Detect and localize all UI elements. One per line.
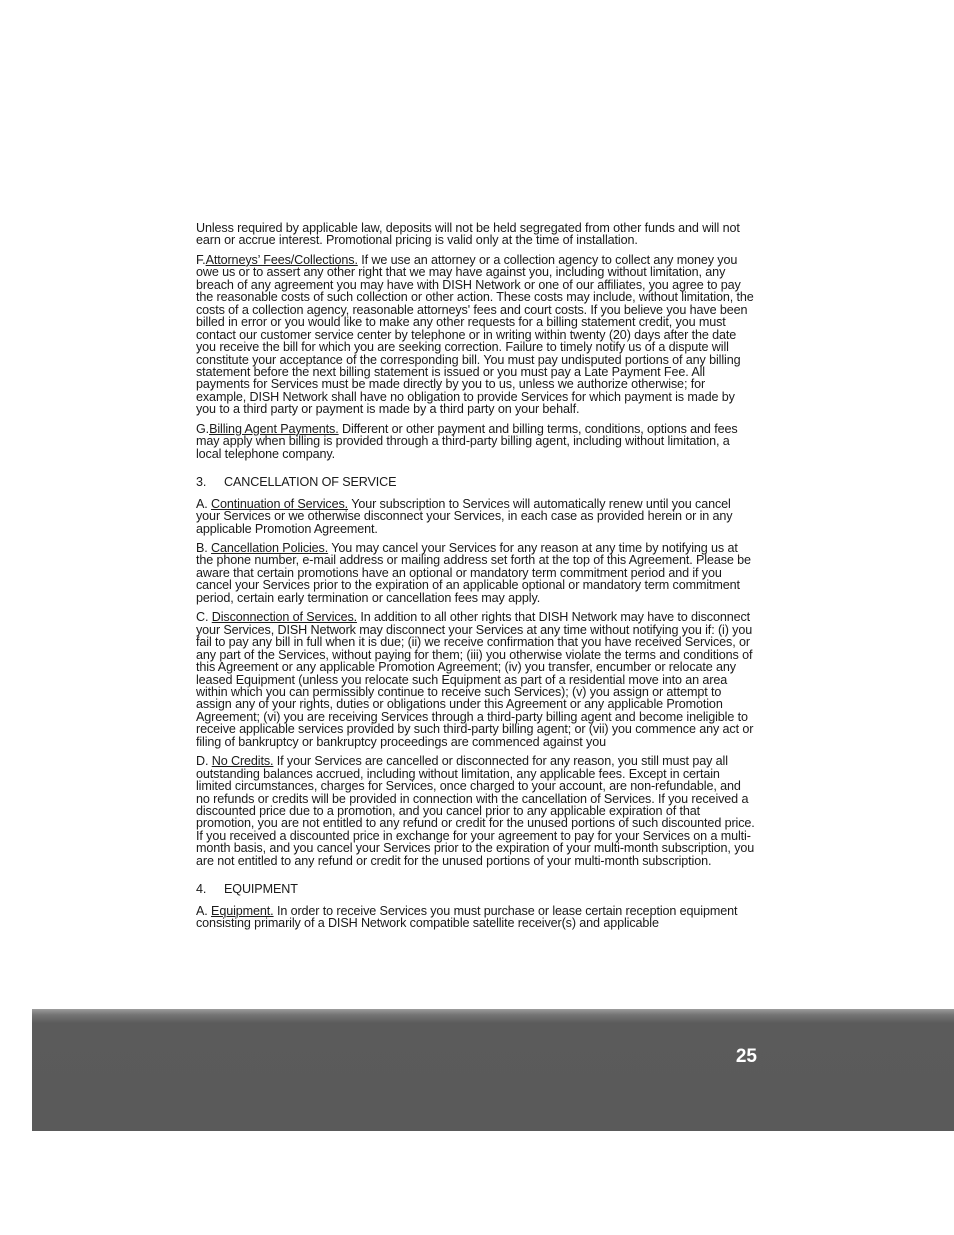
section-number: 4. — [196, 882, 207, 897]
continuation-paragraph — [196, 498, 756, 535]
billing-agent-paragraph — [196, 423, 756, 460]
footer-band — [32, 1009, 954, 1131]
section-heading-cancellation — [196, 476, 756, 488]
section-title: EQUIPMENT — [224, 882, 298, 897]
clause-body: You may cancel your Services for any reason at any time by notifying us at the phone number, e-mail address or mailing address set forth at the top of this Agreement. Please be aware that certain promotions have an optional or mandatory term commitment period and if you cancel your Services prior to the expiration of an applicable optional or mandatory term commitment period, certain early termination or cancellation fees may apply. — [196, 540, 751, 605]
clause-title: Disconnection of Services. — [211, 610, 358, 625]
clause-body: In order to receive Services you must purchase or lease certain reception equipment consisting primarily of a DISH Network compatible satellite receiver(s) and applicable — [196, 903, 738, 931]
clause-body: If your Services are cancelled or disconnected for any reason, you still must pay all outstanding balances accrued, including without limitation, any applicable fees. Except in certain limited circumstances, charges for Services, once charged to your account, are non-refundable, and no refunds or credits will be provided in connection with the cancellation of Services. If you received a discounted price due to a promotion, and you cancel prior to any applicable expiration of that promotion, you are not entitled to any refund or credit for the unused portions of such discounted price. If you received a discounted price in exchange for your agreement to pay for your Services on a multi-month basis, and you cancel your Services prior to the expiration of your multi-month subscription, you are not entitled to any refund or credit for the unused portions of your multi-month subscription. — [196, 754, 755, 868]
clause-title: Attorneys’ Fees/Collections. — [205, 252, 358, 267]
clause-title: Billing Agent Payments. — [209, 421, 339, 436]
clause-letter: C. — [196, 610, 212, 625]
clause-letter: G. — [196, 421, 210, 436]
clause-letter: B. — [196, 540, 212, 555]
clause-letter: F. — [196, 252, 206, 267]
equipment-paragraph — [196, 905, 756, 930]
clause-body: Your subscription to Services will automatically renew until you cancel your Services or we otherwise disconnect your Services, in each case as provided herein or in any applicable Promotion Agreement. — [196, 496, 733, 536]
clause-body: In addition to all other rights that DISH Network may have to disconnect your Services, DISH Network may disconnect your Services at any time without notifying you if: (i) you fail to pay any bill in full when it is due; (ii) we receive confirmation that you have received Services, or any part of the Services, without paying for them; (iii) you otherwise violate the terms and conditions of this Agreement or any applicable Promotion Agreement; (iv) you transfer, encumber or relocate any leased Equipment (unless you relocate such Equipment as part of a residential move into an area within which you can permissibly continue to receive such Services); (v) you assign or attempt to assign any of your rights, duties or obligations under this Agreement or any applicable Promotion Agreement; (vi) you are receiving Services through a third-party billing agent and become ineligible to receive applicable services provided by such third-party billing agent; or (vii) you commence any act or filing of bankruptcy or bankruptcy proceedings are commenced against you — [196, 610, 754, 749]
page-number: 25 — [735, 1046, 757, 1067]
intro-paragraph: Unless required by applicable law, deposits will not be held segregated from other funds and will not earn or accrue interest. Promotional pricing is valid only at the time of installation. — [196, 221, 740, 248]
section-heading-equipment — [196, 883, 756, 895]
section-number: 3. — [196, 475, 207, 490]
section-title: CANCELLATION OF SERVICE — [224, 475, 397, 490]
no-credits-paragraph — [196, 755, 756, 867]
cancellation-policies-paragraph — [196, 542, 756, 604]
clause-title: Continuation of Services. — [211, 496, 349, 511]
clause-letter: D. — [196, 754, 212, 769]
clause-title: Cancellation Policies. — [211, 540, 329, 555]
clause-letter: A. — [196, 903, 212, 918]
disconnection-paragraph — [196, 611, 756, 748]
clause-body: Different or other payment and billing terms, conditions, options and fees may apply when billing is provided through a third-party billing agent, including without limitation, a local telephone company. — [196, 421, 738, 461]
document-body — [196, 222, 756, 937]
clause-letter: A. — [196, 496, 212, 511]
attorneys-fees-paragraph — [196, 254, 756, 416]
clause-title: Equipment. — [211, 903, 274, 918]
clause-body: If we use an attorney or a collection agency to collect any money you owe us or to assert any other right that we may have against you, including without limitation, any breach of any agreement you may have with DISH Network or one of our affiliates, you agree to pay the reasonable costs of such collection or other action. These costs may include, without limitation, the costs of a collection agency, reasonable attorneys' fees and court costs. If you believe you have been billed in error or you would like to make any other requests for a billing statement credit, you must contact our customer service center by telephone or in writing within twenty (20) days after the date you receive the bill for which you are seeking correction. Failure to timely notify us of a dispute will constitute your acceptance of the corresponding bill. You must pay undisputed portions of any billing statement before the next billing statement is issued or you must pay a Late Payment Fee. All payments for Services must be made directly by you to us, unless we authorize otherwise; for example, DISH Network shall have no obligation to provide Services for which payment is made by you to a third party or payment is made by a third party on your behalf. — [196, 252, 754, 417]
clause-title: No Credits. — [211, 754, 274, 769]
